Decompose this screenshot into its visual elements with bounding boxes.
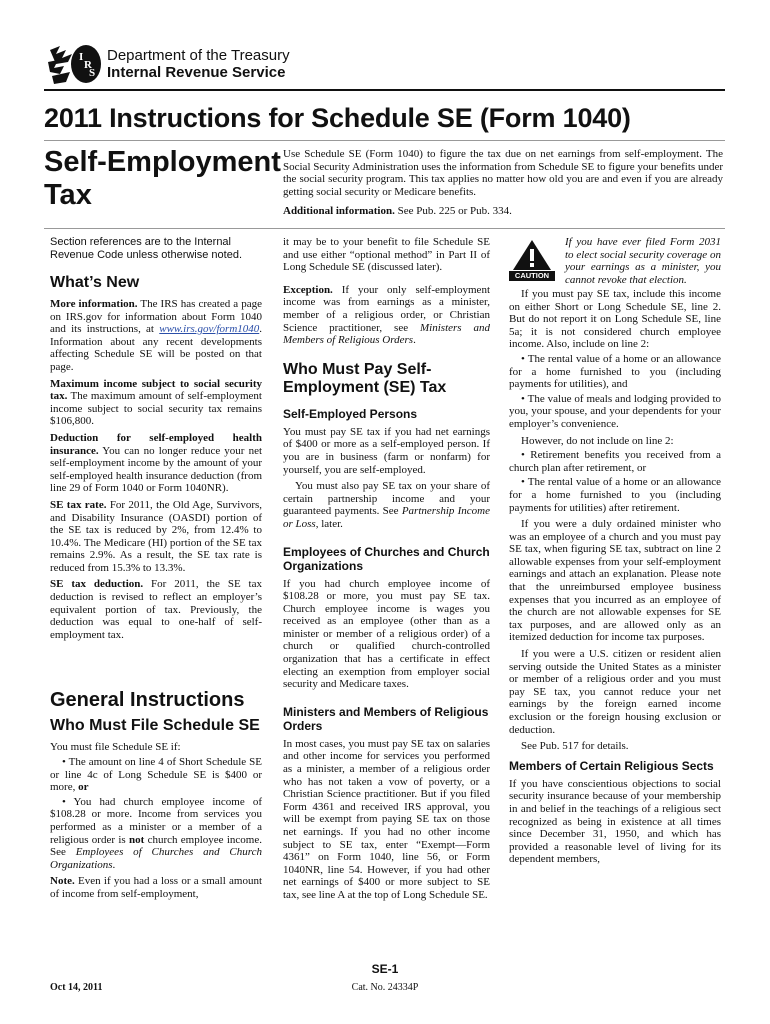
se-deduction-label: SE tax deduction.	[50, 578, 144, 591]
agency-name	[107, 47, 290, 81]
exception-label: Exception.	[283, 283, 333, 296]
partnership-link[interactable]: Partnership Income or Loss	[283, 505, 490, 530]
intro-block	[283, 148, 723, 218]
ordained-minister-text: If you were a duly ordained minister who was an employee of a church and you must pay SE tax, when figuring SE tax, subtract on line 2 allowable expenses from your self-employment earnings and attach an explanation. Please note that the unreimbursed employee business expenses that you incurred as an employee of the church are not allowable expenses for SE tax purposes, and are allowed only as an itemized deduction for income tax purposes.	[509, 518, 721, 644]
however-text: However, do not include on line 2:	[521, 434, 674, 447]
caution-text: If you have ever filed Form 2031 to elect social security coverage on your earnings as a minister, you cannot revoke that election.	[565, 236, 721, 286]
page-title: 2011 Instructions for Schedule SE (Form 1040)	[44, 103, 631, 133]
continued-text: it may be to your benefit to file Schedule SE and use either “optional method” in Part II of Long Schedule SE (discussed later).	[283, 236, 490, 274]
partnership-text: You must also pay SE tax on your share of certain partnership income and your guaranteed payments. See Partnership Income or Loss, later.	[283, 480, 490, 530]
column-1	[50, 236, 262, 903]
church-employees-link[interactable]: Employees of Churches and Church Organizations	[50, 846, 262, 871]
bullet-meals-lodging: • The value of meals and lodging provided to you, your spouse, and your dependents for your employer’s convenience.	[509, 392, 721, 430]
column-2: it may be to your benefit to file Schedule SE and use either “optional method” in Part II of Long Schedule SE (discussed later). Exception. If your only self-employment income was from earnings as a minister, member of a religious order, or Christian Science practitioner, see Ministers and Members of Religious Orders. Who Must Pay Self-Employment (SE) Tax Self-Employed Persons You must pay SE tax if you had net earnings of $400 or more as a self-employed person. If you are in business (farm or nonfarm) for yourself, you are self-employed. You must also pay SE tax on your share of certain partnership income and your guaranteed payments. See Partnership Income or Loss, later. Employees of Churches and Church Organizations If you had church employee income of $108.28 or more, you must pay SE tax. Church employee income is wages you received as an employee (other than as a minister or member of a religious order) of a church or qualified church-controlled organization that has a certificate in effect electing an exemption from employer social security and Medicare taxes. Ministers and Members of Religious Orders In most cases, you must pay SE tax on salaries and other income for services you performed as a minister, a member of a religious order who has not taken a vow of poverty, or a Christian Science practitioner. But if you filed Form 4361 and received IRS approval, you will be exempt from paying SE tax on those net earnings. If you had no other income subject to SE tax, enter “Exempt—Form 4361” on Form 1040, line 56, or Form 1040NR, line 54. However, if you had other net earnings of $400 or more subject to SE tax, see line A at the top of Long Schedule SE.	[283, 236, 490, 901]
bullet-church-income: • You had church employee income of $108.28 or more. Income from services you performed as a minister or a member of a religious order is not church employee income. See Employees of Churches and Church Organizations.	[50, 795, 262, 871]
bullet-rental-after-retirement: • The rental value of a home or an allowance for a home furnished to you (including payments for utilities) after retirement.	[509, 476, 722, 514]
irs-line: Internal Revenue Service	[107, 64, 286, 81]
additional-info-text: See Pub. 225 or Pub. 334.	[397, 205, 512, 218]
pub517-text: See Pub. 517 for details.	[521, 740, 629, 753]
ministers-link[interactable]: Ministers and Members of Religious Orders	[283, 321, 490, 347]
subtitle-line-1: Self-Employment	[44, 146, 281, 178]
church-employees-text: If you had church employee income of $108.28 or more, you must pay SE tax. Church employee income is wages you received as an employee (other than as a minister or member of a religious order) of a church or qualified church-controlled organization that has a certificate in effect electing an exemption from employer social security and Medicare taxes.	[283, 577, 490, 691]
note-label: Note.	[50, 875, 75, 888]
more-info-text-end: . Information about any recent developments affecting Schedule SE will be posted on that page.	[50, 323, 263, 373]
svg-text:R: R	[84, 59, 92, 71]
subtitle-line-2: Tax	[44, 179, 92, 211]
irs-eagle-logo	[46, 42, 104, 86]
svg-text:I: I	[79, 51, 84, 63]
general-instructions-heading: General Instructions	[50, 689, 245, 712]
intro-rule	[44, 228, 725, 229]
more-info-label: More information.	[50, 298, 138, 310]
note-text: Even if you had a loss or a small amount of income from self-employment,	[50, 875, 263, 900]
minister-income-text: If you must pay SE tax, include this income on either Short or Long Schedule SE, line 2. But do not report it on Long Schedule SE, line 5a; it is not considered church employee income. Also, include on line 2:	[509, 288, 721, 351]
section-references: Section references are to the Internal Revenue Code unless otherwise noted.	[50, 236, 243, 261]
bullet-line4: • The amount on line 4 of Short Schedule SE or line 4c of Long Schedule SE is $400 or more, or	[50, 756, 263, 794]
column-3	[509, 236, 721, 868]
intro-text: Use Schedule SE (Form 1040) to figure the tax due on net earnings from self-employment. The Social Security Administration uses the information from Schedule SE to figure your benefits under the social security program. This tax applies no matter how old you are and even if you are already getting social security or Medicare benefits.	[283, 148, 723, 198]
caution-label: CAUTION	[514, 271, 550, 280]
religious-sects-text: If you have conscientious objections to social security insurance because of your membership in and belief in the teachings of a religious sect recognized as being in existence at all times since December 31, 1950, and which has provided a reasonable level of living for its dependent members,	[509, 777, 721, 866]
catalog-number: Cat. No. 24334P	[351, 982, 419, 993]
se-rate-label: SE tax rate.	[50, 498, 107, 511]
religious-sects-heading: Members of Certain Religious Sects	[509, 758, 714, 773]
who-must-pay-heading: Who Must Pay Self-Employment (SE) Tax	[283, 360, 447, 396]
bullet-retirement: • Retirement benefits you received from a church plan after retirement, or	[509, 449, 721, 474]
exception-text: If your only self-employment income was from earnings as a minister, member of a religious order, or Christian Science practitioner, see	[283, 283, 490, 334]
header-rule	[44, 89, 725, 91]
se-deduction-text: For 2011, the SE tax deduction is revised to reflect an employer’s equivalent portion of tax. Previously, the deduction was equal to one-half of self-employment tax.	[50, 578, 262, 641]
self-employed-text: You must pay SE tax if you had net earnings of $400 or more as a self-employed person. If you are in business (farm or nonfarm) for yourself, you are self-employed.	[283, 425, 490, 476]
se-rate-text: For 2011, the Old Age, Survivors, and Disability Insurance (OASDI) portion of the SE tax is reduced by 2%, from 12.4% to 10.4%. The Medicare (HI) portion of the SE tax remains 2.9%. As a result, the SE tax rate is reduced from 15.3% to 13.3%.	[50, 498, 263, 574]
additional-info-label: Additional information.	[283, 205, 395, 218]
more-info-text: The IRS has created a page on IRS.gov for information about Form 1040 and its instructions, at	[50, 298, 262, 336]
form1040-link[interactable]: www.irs.gov/form1040	[159, 323, 260, 336]
self-employed-heading: Self-Employed Persons	[283, 406, 418, 421]
subtitle	[44, 146, 281, 212]
max-income-text: The maximum amount of self-employment income subject to social security tax remains $106,800.	[50, 390, 262, 428]
deduction-label: Deduction for self-employed health insurance.	[50, 431, 262, 457]
church-employees-heading: Employees of Churches and Church Organizations	[283, 544, 490, 573]
deduction-text: You can no longer reduce your net self-employment income by the amount of your self-employed health insurance deduction (from line 29 of Form 1040 or Form 1040NR).	[50, 444, 263, 495]
footer-date: Oct 14, 2011	[50, 982, 103, 993]
who-must-file-heading: Who Must File Schedule SE	[50, 717, 260, 735]
caution-icon	[509, 238, 555, 282]
svg-text:S: S	[89, 67, 96, 79]
ministers-text: In most cases, you must pay SE tax on salaries and other income for services you performed as a minister, a member of a religious order who has not taken a vow of poverty, or a Christian Science practitioner. But if you filed Form 4361 and received IRS approval, you will be exempt from paying SE tax on those net earnings. If you had no other income subject to SE tax, enter “Exempt—Form 4361” on Form 1040, line 56, or Form 1040NR, line 54. However, if you had other net earnings of $400 or more subject to SE tax, see line A at the top of Long Schedule SE.	[283, 737, 490, 901]
bullet-rental-value: • The rental value of a home or an allowance for a home furnished to you (including payments for utilities), and	[509, 352, 722, 391]
page-number: SE-1	[371, 962, 399, 976]
whats-new-heading: What’s New	[50, 274, 140, 291]
citizen-abroad-text: If you were a U.S. citizen or resident alien serving outside the United States as a minister or member of a religious order and you must pay SE tax, you cannot reduce your net earnings by the foreign earned income exclusion or the foreign housing exclusion or deduction.	[509, 648, 721, 736]
title-rule	[44, 140, 725, 141]
max-income-label: Maximum income subject to social security tax.	[50, 377, 262, 403]
ministers-heading: Ministers and Members of Religious Orders	[283, 704, 489, 733]
department-line: Department of the Treasury	[107, 47, 290, 64]
must-file-intro: You must file Schedule SE if:	[50, 741, 181, 754]
